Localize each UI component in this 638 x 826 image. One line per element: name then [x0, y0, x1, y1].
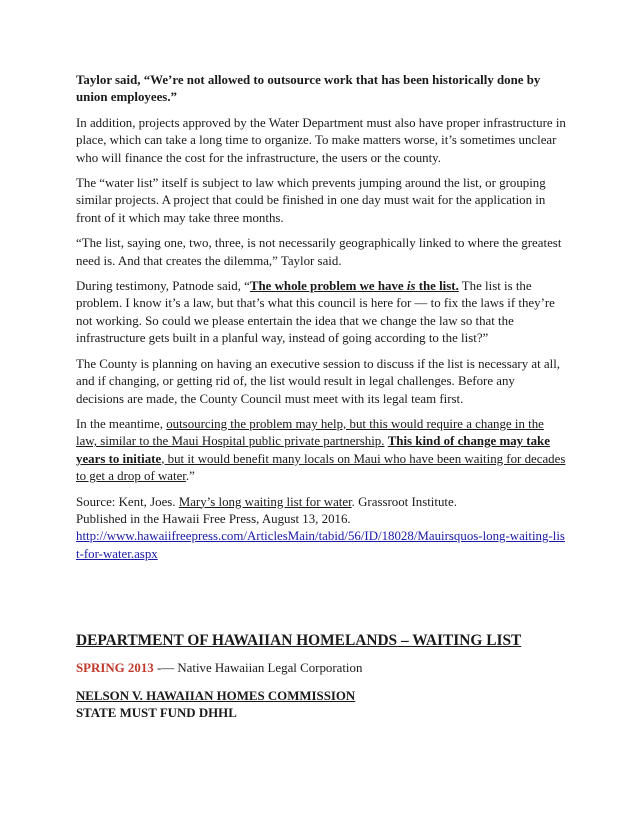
document-body	[76, 72, 566, 571]
patnode-bold-italic: is	[406, 279, 416, 294]
paragraph-water-list: The “water list” itself is subject to law which prevents jumping around the list, or grouping similar projects. A project that could be finished in one day must wait for the application in front of it which may take three months.	[76, 176, 546, 225]
nelson-title: NELSON V. HAWAIIAN HOMES COMMISSION	[76, 689, 356, 703]
taylor-quote: Taylor said, “We’re not allowed to outsource work that has been historically done by union employees.”	[76, 73, 541, 105]
spring-line	[76, 660, 362, 677]
meantime-underlined: outsourcing the problem may help, but this would require a change in the law, similar to the Maui Hospital public private partnership.	[76, 416, 544, 449]
paragraph-patnode	[76, 278, 566, 348]
patnode-bold-text-a: The whole problem we have	[249, 279, 407, 294]
patnode-rest: The list is the problem. I know it’s a law, but that’s what this council is here for — to fix the laws if they’re not working. So could we please entertain the idea that we change the law so that the infrastructure gets built in a planful way, instead of going according to the list?”	[76, 279, 555, 346]
source-title-link[interactable]: Mary’s long waiting list for water	[178, 494, 352, 509]
meantime-tail-underlined: , but it would benefit many locals on Maui who have been waiting for decades to get a drop of water	[76, 451, 566, 484]
paragraph-list-saying: “The list, saying one, two, three, is not necessarily geographically linked to where the greatest need is. And that creates the dilemma,” Taylor said.	[76, 236, 562, 268]
spring-rest: -— Native Hawaiian Legal Corporation	[153, 661, 363, 675]
source-citation	[76, 494, 566, 564]
nelson-block	[76, 688, 355, 722]
paragraph-county: The County is planning on having an executive session to discuss if the list is necessary at all, and if changing, or getting rid of, the list would result in legal challenges. Before any decisions are made, the County Council must meet with its legal team first.	[76, 356, 561, 406]
section-heading: DEPARTMENT OF HAWAIIAN HOMELANDS – WAITING LIST	[76, 632, 522, 649]
paragraph-meantime	[76, 416, 566, 486]
patnode-lead: During testimony, Patnode said, “	[76, 279, 250, 294]
meantime-lead: In the meantime,	[76, 416, 167, 431]
source-published: Published in the Hawaii Free Press, August 13, 2016.	[76, 511, 351, 526]
patnode-bold-text-b: the list.	[415, 279, 459, 294]
patnode-bold-a	[250, 279, 459, 293]
source-after: . Grassroot Institute.	[351, 494, 457, 509]
meantime-bold-underlined: This kind of change may take years to initiate	[76, 434, 550, 466]
meantime-end: .”	[185, 469, 195, 484]
source-label: Source: Kent, Joes.	[76, 494, 179, 509]
spring-label: SPRING 2013	[76, 661, 154, 675]
source-url-link[interactable]: http://www.hawaiifreepress.com/ArticlesMain/tabid/56/ID/18028/Mauirsquos-long-waiting-list-for-water.aspx	[76, 529, 565, 561]
paragraph-addition: In addition, projects approved by the Water Department must also have proper infrastructure in place, which can take a long time to organize. To make matters worse, it’s sometimes unclear who will finance the cost for the infrastructure, the users or the county.	[76, 115, 566, 165]
fund-line: STATE MUST FUND DHHL	[76, 706, 237, 720]
